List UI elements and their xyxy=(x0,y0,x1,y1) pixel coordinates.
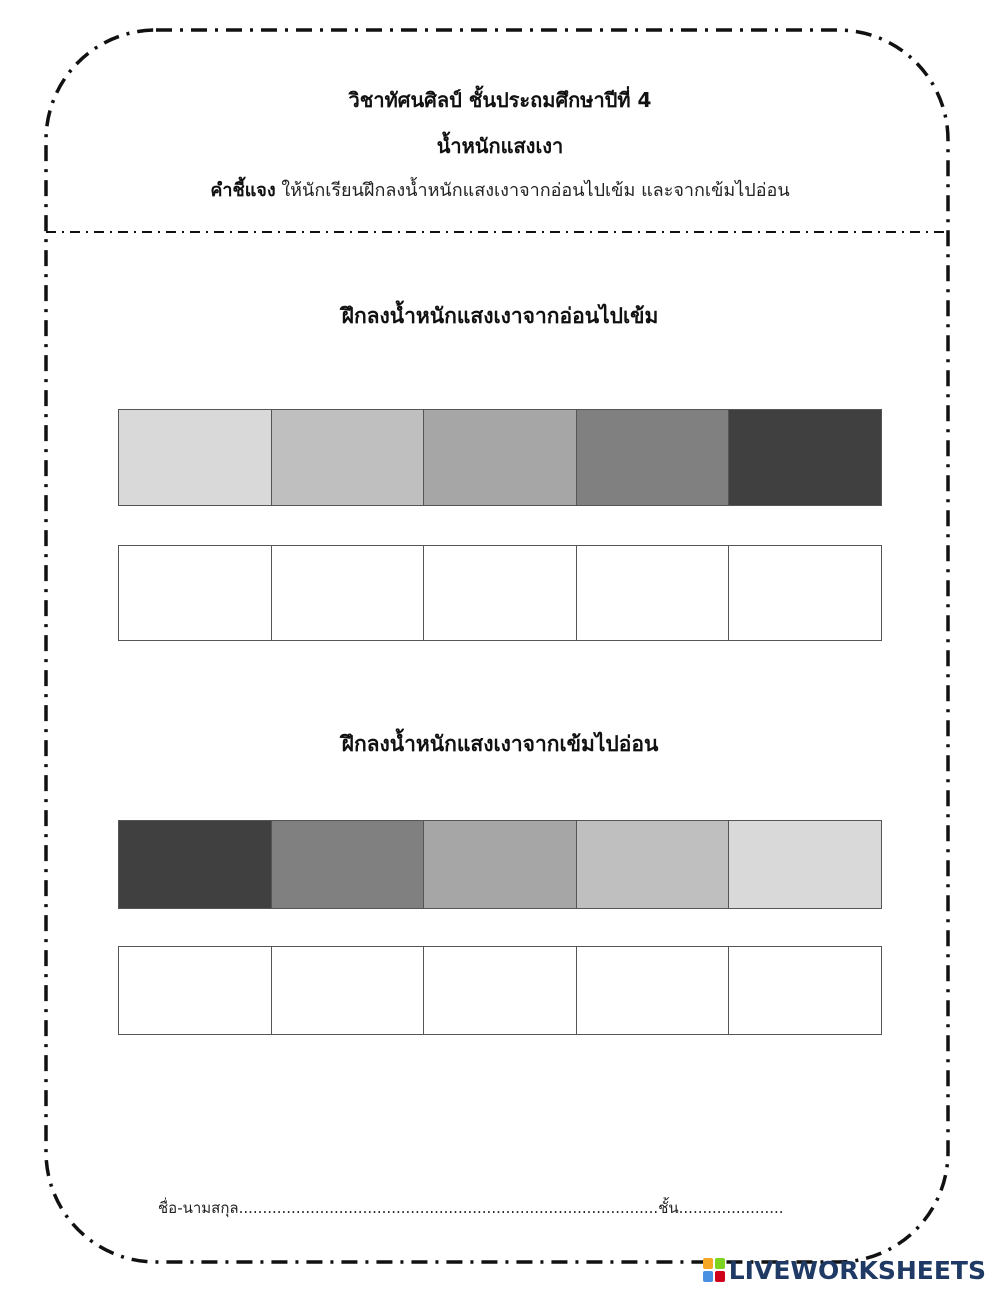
instruction-line xyxy=(0,175,1000,204)
student-info-line xyxy=(158,1196,784,1220)
section-title-light-to-dark: ฝึกลงน้ำหนักแสงเงาจากอ่อนไปเข้ม xyxy=(341,304,659,328)
practice-cell[interactable] xyxy=(424,546,577,640)
class-blank[interactable]: ...................... xyxy=(678,1199,784,1217)
class-label: ชั้น xyxy=(658,1199,679,1217)
section-title-dark-to-light: ฝึกลงน้ำหนักแสงเงาจากเข้มไปอ่อน xyxy=(341,732,659,756)
shade-swatch xyxy=(729,821,881,908)
practice-cell[interactable] xyxy=(729,947,881,1034)
practice-cell[interactable] xyxy=(119,546,272,640)
liveworksheets-mark-icon xyxy=(702,1257,726,1283)
instruction-label: คำชี้แจง xyxy=(210,180,276,201)
practice-cell[interactable] xyxy=(729,546,881,640)
shade-swatch xyxy=(729,410,881,505)
shade-swatch xyxy=(119,821,272,908)
practice-cell[interactable] xyxy=(577,546,730,640)
practice-cell[interactable] xyxy=(119,947,272,1034)
sample-row-light-to-dark xyxy=(118,409,882,506)
practice-cell[interactable] xyxy=(577,947,730,1034)
practice-cell[interactable] xyxy=(272,546,425,640)
topic-title: น้ำหนักแสงเงา xyxy=(436,134,564,158)
name-blank[interactable]: ........................................................................................ xyxy=(238,1199,659,1217)
subject-title: วิชาทัศนศิลป์ ชั้นประถมศึกษาปีที่ 4 xyxy=(348,88,652,112)
instruction-text: ให้นักเรียนฝึกลงน้ำหนักแสงเงาจากอ่อนไปเข้ม และจากเข้มไปอ่อน xyxy=(275,180,790,201)
practice-cell[interactable] xyxy=(424,947,577,1034)
sample-row-dark-to-light xyxy=(118,820,882,909)
shade-swatch xyxy=(119,410,272,505)
practice-row-light-to-dark xyxy=(118,545,882,641)
shade-swatch xyxy=(577,821,730,908)
practice-cell[interactable] xyxy=(272,947,425,1034)
name-label: ชื่อ-นามสกุล xyxy=(158,1199,239,1217)
liveworksheets-wordmark: LIVEWORKSHEETS xyxy=(728,1255,986,1285)
shade-swatch xyxy=(272,821,425,908)
practice-row-dark-to-light xyxy=(118,946,882,1035)
shade-swatch xyxy=(424,821,577,908)
shade-swatch xyxy=(424,410,577,505)
shade-swatch xyxy=(577,410,730,505)
liveworksheets-logo xyxy=(702,1255,986,1285)
shade-swatch xyxy=(272,410,425,505)
